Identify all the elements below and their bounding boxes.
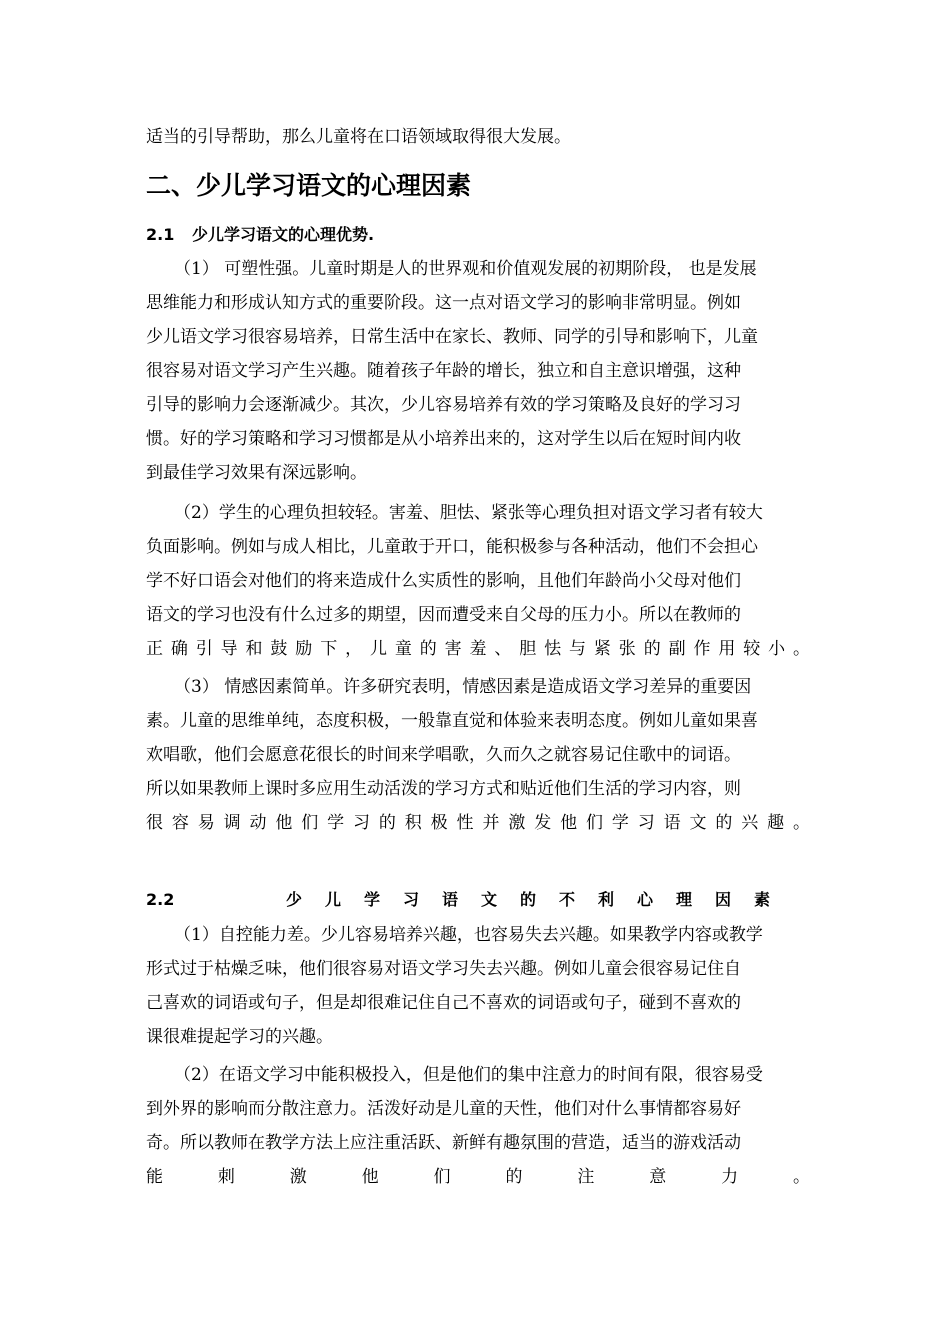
paragraph-line: 到外界的影响而分散注意力。活泼好动是儿童的天性，他们对什么事情都容易好: [146, 1099, 741, 1119]
paragraph-line: 正确引导和鼓励下，儿童的害羞、胆怯与紧张的副作用较小。: [146, 639, 810, 659]
paragraph-line: 很容易对语文学习产生兴趣。随着孩子年龄的增长，独立和自主意识增强，这种: [146, 361, 741, 381]
paragraph-line: 少儿语文学习很容易培养，日常生活中在家长、教师、同学的引导和影响下，儿童: [146, 327, 758, 347]
paragraph-line: 很容易调动他们学习的积极性并激发他们学习语文的兴趣。: [146, 813, 810, 833]
subsection-title: 少儿学习语文的心理优势.: [192, 225, 375, 244]
paragraph-line: 到最佳学习效果有深远影响。: [146, 463, 367, 483]
paragraph-line: 负面影响。例如与成人相比，儿童敢于开口，能积极参与各种活动，他们不会担心: [146, 537, 758, 557]
section-heading-2: 二、少儿学习语文的心理因素: [146, 171, 472, 200]
paragraph-line: （2）在语文学习中能积极投入，但是他们的集中注意力的时间有限，很容易受: [174, 1065, 763, 1085]
paragraph-line: 欢唱歌，他们会愿意花很长的时间来学唱歌，久而久之就容易记住歌中的词语。: [146, 745, 741, 765]
paragraph-line: 学不好口语会对他们的将来造成什么实质性的影响，且他们年龄尚小父母对他们: [146, 571, 741, 591]
paragraph-line: 引导的影响力会逐渐减少。其次，少儿容易培养有效的学习策略及良好的学习习: [146, 395, 741, 415]
paragraph-line: 语文的学习也没有什么过多的期望，因而遭受来自父母的压力小。所以在教师的: [146, 605, 741, 625]
paragraph-line: 思维能力和形成认知方式的重要阶段。这一点对语文学习的影响非常明显。例如: [146, 293, 741, 313]
subsection-title: 少儿学习语文的不利心理因素: [286, 890, 794, 909]
paragraph-line: 适当的引导帮助，那么儿童将在口语领域取得很大发展。: [146, 127, 571, 147]
paragraph-line: 所以如果教师上课时多应用生动活泼的学习方式和贴近他们生活的学习内容，则: [146, 779, 741, 799]
paragraph-line: 惯。好的学习策略和学习习惯都是从小培养出来的，这对学生以后在短时间内收: [146, 429, 741, 449]
paragraph-line: 己喜欢的词语或句子，但是却很难记住自己不喜欢的词语或句子，碰到不喜欢的: [146, 993, 741, 1013]
paragraph-line: （1）自控能力差。少儿容易培养兴趣，也容易失去兴趣。如果教学内容或教学: [174, 925, 763, 945]
subsection-number: 2.2: [146, 890, 175, 909]
subsection-heading-2-1: [146, 224, 374, 246]
paragraph-line: 形式过于枯燥乏味，他们很容易对语文学习失去兴趣。例如儿童会很容易记住自: [146, 959, 741, 979]
paragraph-line: 课很难提起学习的兴趣。: [146, 1027, 333, 1047]
subsection-number: 2.1: [146, 225, 175, 244]
paragraph-line: 能刺激他们的注意力。: [146, 1167, 810, 1187]
paragraph-line: （2）学生的心理负担较轻。害羞、胆怯、紧张等心理负担对语文学习者有较大: [174, 503, 763, 523]
paragraph-line: 奇。所以教师在教学方法上应注重活跃、新鲜有趣氛围的营造，适当的游戏活动: [146, 1133, 741, 1153]
paragraph-line: 素。儿童的思维单纯，态度积极，一般靠直觉和体验来表明态度。例如儿童如果喜: [146, 711, 758, 731]
paragraph-line: （1） 可塑性强。儿童时期是人的世界观和价值观发展的初期阶段， 也是发展: [174, 259, 757, 279]
paragraph-line: （3） 情感因素简单。许多研究表明，情感因素是造成语文学习差异的重要因: [174, 677, 752, 697]
